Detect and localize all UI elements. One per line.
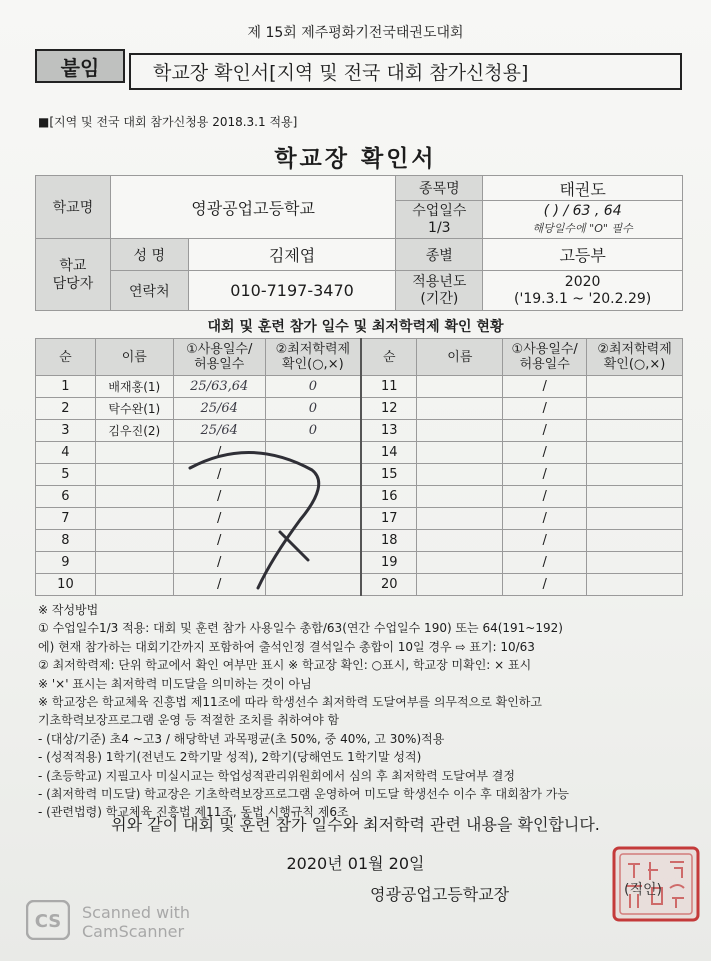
row-no-2: 16 xyxy=(361,486,417,508)
table-row xyxy=(36,530,683,552)
row-no: 4 xyxy=(36,442,96,464)
year-value-text: 2020 xyxy=(564,273,601,290)
row-name-2 xyxy=(417,508,503,530)
row-days: / xyxy=(173,486,265,508)
header-days xyxy=(173,339,265,376)
year-label-text: 적용년도 xyxy=(412,273,467,290)
row-no-2: 12 xyxy=(361,398,417,420)
type-label: 종별 xyxy=(396,239,483,271)
row-no-2: 18 xyxy=(361,530,417,552)
row-name-2 xyxy=(417,420,503,442)
row-check: 0 xyxy=(265,398,361,420)
manager-label xyxy=(36,239,111,311)
row-check-2 xyxy=(587,508,683,530)
row-name xyxy=(95,530,173,552)
school-label: 학교명 xyxy=(36,176,111,239)
table-row xyxy=(36,508,683,530)
document-date: 2020년 01월 20일 xyxy=(286,854,425,873)
note-line: 에) 현재 참가하는 대회기간까지 포함하여 출석인정 결석일수 총합이 10일 경우 ⇨ 표기: 10/63 xyxy=(38,639,535,654)
row-name xyxy=(95,552,173,574)
row-days: 25/63,64 xyxy=(173,376,265,398)
seal-mark-text: (직인) xyxy=(624,882,662,898)
manager-label-line2: 담당자 xyxy=(52,275,94,292)
row-days: / xyxy=(173,552,265,574)
table-row xyxy=(36,420,683,442)
table-row xyxy=(36,486,683,508)
note-line: ② 최저학력제: 단위 학교에서 확인 여부만 표시 ※ 학교장 확인: ○표시, 학교장 미확인: × 표시 xyxy=(38,658,532,673)
header-no: 순 xyxy=(36,339,96,376)
event-title: 제 15회 제주평화기전국태권도대회 xyxy=(247,25,464,41)
row-name-2 xyxy=(417,398,503,420)
event-value: 태권도 xyxy=(483,176,683,201)
row-no: 10 xyxy=(36,574,96,596)
row-no: 2 xyxy=(36,398,96,420)
row-days: 25/64 xyxy=(173,420,265,442)
table-row xyxy=(36,376,683,398)
row-name-2 xyxy=(417,442,503,464)
row-check-2 xyxy=(587,376,683,398)
table-row xyxy=(36,552,683,574)
row-no: 5 xyxy=(36,464,96,486)
row-no: 8 xyxy=(36,530,96,552)
table-row xyxy=(36,442,683,464)
header-min xyxy=(265,339,361,376)
row-name-2 xyxy=(417,574,503,596)
note-line: ① 수업일수1/3 적용: 대회 및 훈련 참가 사용일수 총합/63(연간 수업일수 190) 또는 64(191~192) xyxy=(38,621,563,636)
header-name: 이름 xyxy=(95,339,173,376)
name-value: 김제엽 xyxy=(188,239,396,271)
row-no-2: 17 xyxy=(361,508,417,530)
class-days-note: 해당일수에 "O" 필수 xyxy=(532,221,633,235)
header-min-2-line2: 확인(○,×) xyxy=(603,357,666,372)
row-days: / xyxy=(173,530,265,552)
row-days: / xyxy=(173,442,265,464)
row-no: 7 xyxy=(36,508,96,530)
note-line: - (성적적용) 1학기(전년도 2학기말 성적), 2학기(당해연도 1학기말 성적) xyxy=(38,750,422,765)
row-name-2 xyxy=(417,552,503,574)
row-days-2: / xyxy=(503,508,587,530)
row-check-2 xyxy=(587,464,683,486)
watermark-line2: CamScanner xyxy=(82,922,185,941)
row-name: 김우진(2) xyxy=(95,420,173,442)
attachment-title xyxy=(129,53,682,90)
header-min-line2: 확인(○,×) xyxy=(282,357,344,372)
row-name: 배재홍(1) xyxy=(95,376,173,398)
row-no-2: 11 xyxy=(361,376,417,398)
header-name-2: 이름 xyxy=(417,339,503,376)
class-days-value xyxy=(483,201,683,239)
row-name xyxy=(95,574,173,596)
event-label: 종목명 xyxy=(396,176,483,201)
note-line: - (관련법령) 학교체육 진흥법 제11조, 동법 시행규칙 제6조 xyxy=(38,805,349,820)
class-days-ratio: 1/3 xyxy=(428,219,451,236)
handwritten-strike-mark xyxy=(180,440,330,600)
row-check-2 xyxy=(587,442,683,464)
year-period: ('19.3.1 ~ '20.2.29) xyxy=(514,290,652,307)
row-check: 0 xyxy=(265,376,361,398)
row-no: 3 xyxy=(36,420,96,442)
attendance-table xyxy=(35,338,683,596)
year-label xyxy=(396,271,483,311)
row-name: 탁수완(1) xyxy=(95,398,173,420)
row-days: / xyxy=(173,508,265,530)
attachment-label: 붙임 xyxy=(35,49,125,83)
row-no: 1 xyxy=(36,376,96,398)
note-line: ※ 학교장은 학교체육 진흥법 제11조에 따라 학생선수 최저학력 도달여부를 의무적으로 확인하고 xyxy=(38,695,542,710)
class-days-value-text: ( ) / 63 , 64 xyxy=(543,202,622,219)
camscanner-watermark xyxy=(82,903,190,941)
note-line: - (대상/기준) 초4 ~고3 / 해당학년 과목평균(초 50%, 중 40%, 고 30%)적용 xyxy=(38,731,445,746)
header-days-line2: 허용일수 xyxy=(194,357,245,372)
row-check-2 xyxy=(587,574,683,596)
row-days-2: / xyxy=(503,574,587,596)
header-days-line1: ①사용일수/ xyxy=(186,342,253,357)
form-version-note: ■[지역 및 전국 대회 참가신청용 2018.3.1 적용] xyxy=(38,115,298,129)
row-days-2: / xyxy=(503,486,587,508)
row-check: 0 xyxy=(265,420,361,442)
row-no-2: 15 xyxy=(361,464,417,486)
header-days-2-line1: ①사용일수/ xyxy=(511,342,578,357)
row-check-2 xyxy=(587,486,683,508)
row-days-2: / xyxy=(503,464,587,486)
row-name xyxy=(95,486,173,508)
contact-label: 연락처 xyxy=(110,271,188,311)
header-days-2 xyxy=(503,339,587,376)
header-min-2 xyxy=(587,339,683,376)
row-name xyxy=(95,508,173,530)
note-line: - (최저학력 미도달) 학교장은 기초학력보장프로그램 운영하여 미도달 학생선수 이수 후 대회참가 가능 xyxy=(38,787,569,802)
watermark-line1: Scanned with xyxy=(82,903,191,922)
document-title: 학교장 확인서 xyxy=(274,146,437,172)
table-row xyxy=(36,464,683,486)
row-name xyxy=(95,464,173,486)
row-no: 9 xyxy=(36,552,96,574)
confirmation-statement: 위와 같이 대회 및 훈련 참가 일수와 최저학력 관련 내용을 확인합니다. xyxy=(111,815,600,834)
camscanner-logo-icon xyxy=(26,900,70,940)
note-line: ※ 작성방법 xyxy=(38,603,99,617)
note-line: ※ '×' 표시는 최저학력 미도달을 의미하는 것이 아님 xyxy=(38,676,312,691)
row-days: / xyxy=(173,464,265,486)
row-no-2: 14 xyxy=(361,442,417,464)
class-days-label-text: 수업일수 xyxy=(412,202,467,219)
manager-label-line1: 학교 xyxy=(59,257,87,274)
writing-instructions xyxy=(38,601,698,822)
year-label-sub: (기간) xyxy=(420,290,459,307)
row-name-2 xyxy=(417,464,503,486)
row-days-2: / xyxy=(503,442,587,464)
row-check-2 xyxy=(587,420,683,442)
table-row xyxy=(36,398,683,420)
row-name-2 xyxy=(417,486,503,508)
note-line: 기초학력보장프로그램 운영 등 적절한 조치를 취하여야 함 xyxy=(38,713,340,728)
principal-signature: 영광공업고등학교장 xyxy=(370,885,510,904)
type-value: 고등부 xyxy=(483,239,683,271)
row-no-2: 20 xyxy=(361,574,417,596)
header-min-line1: ②최저학력제 xyxy=(275,342,351,357)
note-line: - (초등학교) 지필고사 미실시교는 학업성적관리위원회에서 심의 후 최저학력 도달여부 결정 xyxy=(38,768,515,783)
info-table xyxy=(35,175,683,311)
attendance-header-row xyxy=(36,339,683,376)
row-days-2: / xyxy=(503,552,587,574)
row-check-2 xyxy=(587,398,683,420)
header-min-2-line1: ②최저학력제 xyxy=(597,342,672,357)
row-days-2: / xyxy=(503,420,587,442)
attendance-section-title: 대회 및 훈련 참가 일수 및 최저학력제 확인 현황 xyxy=(207,319,504,335)
row-name-2 xyxy=(417,376,503,398)
row-days-2: / xyxy=(503,530,587,552)
row-days-2: / xyxy=(503,398,587,420)
name-label: 성 명 xyxy=(110,239,188,271)
row-name-2 xyxy=(417,530,503,552)
row-no-2: 19 xyxy=(361,552,417,574)
school-value: 영광공업고등학교 xyxy=(110,176,396,239)
row-days-2: / xyxy=(503,376,587,398)
camscanner-logo-text: CS xyxy=(34,911,62,932)
row-name xyxy=(95,442,173,464)
table-row xyxy=(36,574,683,596)
header-no-2: 순 xyxy=(361,339,417,376)
attachment-title-text: 학교장 확인서[지역 및 전국 대회 참가신청용] xyxy=(153,62,529,84)
row-no: 6 xyxy=(36,486,96,508)
row-check-2 xyxy=(587,552,683,574)
class-days-label xyxy=(396,201,483,239)
row-days: 25/64 xyxy=(173,398,265,420)
row-no-2: 13 xyxy=(361,420,417,442)
row-check-2 xyxy=(587,530,683,552)
contact-value: 010-7197-3470 xyxy=(188,271,396,311)
year-value xyxy=(483,271,683,311)
row-days: / xyxy=(173,574,265,596)
header-days-2-line2: 허용일수 xyxy=(519,357,570,372)
